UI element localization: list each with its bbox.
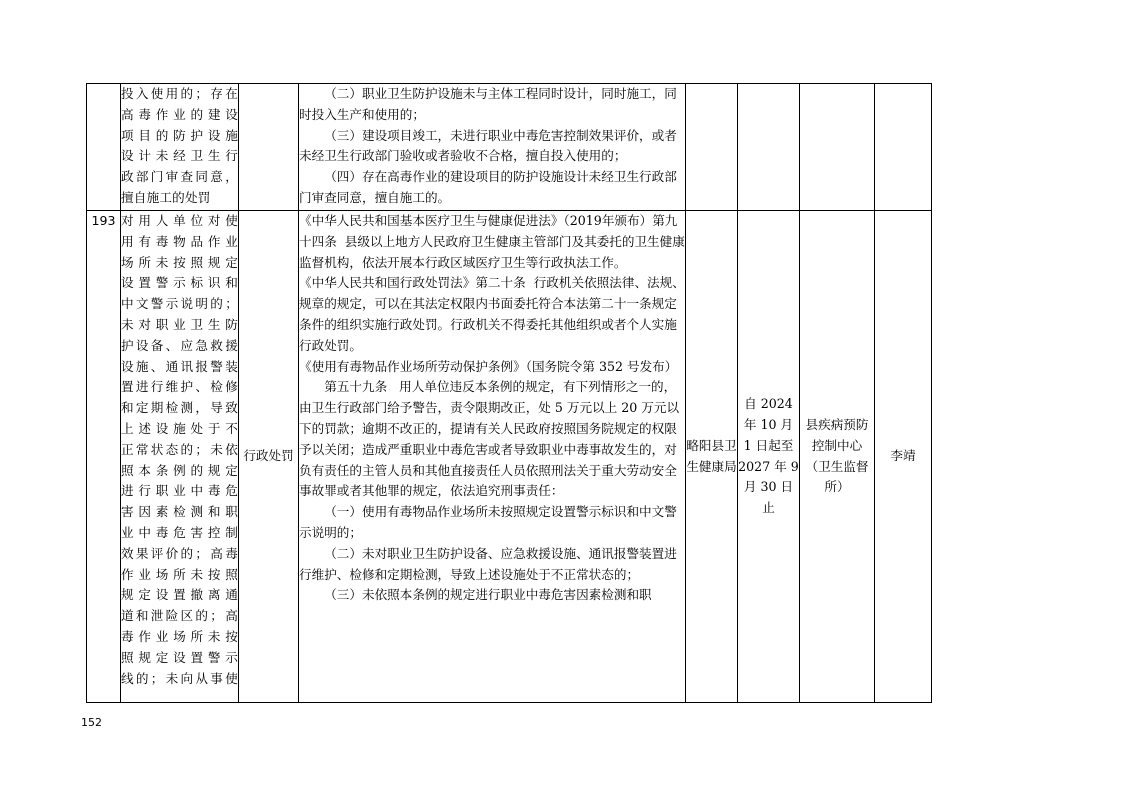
item-line: 未对职业卫生防: [121, 316, 238, 332]
basis-paragraph: （四）存在高毒作业的建设项目的防护设施设计未经卫生行政部门审查同意，擅自施工的。: [299, 169, 677, 205]
item-line: 场所未按照规定: [121, 254, 238, 270]
item-line: 毒作业场所未按: [121, 628, 238, 644]
item-line: 护设备、应急救援: [121, 337, 238, 353]
dept-cell: [686, 84, 738, 211]
item-line: 设计未经卫生行: [121, 148, 238, 164]
dept-cell: 略阳县卫生健康局: [686, 211, 738, 703]
item-line: 项目的防护设施: [121, 127, 238, 143]
person-cell: [875, 84, 932, 211]
basis-paragraph: 《中华人民共和国基本医疗卫生与健康促进法》（2019年颁布）第九十四条 县级以上地方人民政府卫生健康主管部门及其委托的卫生健康监督机构，依法开展本行政区域医疗卫生等行政执法工作。: [299, 213, 685, 270]
item-line: 投入使用的；存在: [121, 86, 238, 101]
item-line: 中文警示说明的；: [121, 296, 238, 312]
org-cell: 县疾病预防控制中心（卫生监督所）: [800, 211, 875, 703]
table-row: [87, 211, 932, 703]
item-line: 进行职业中毒危: [121, 483, 238, 499]
org-cell: [800, 84, 875, 211]
item-line: 和定期检测，导致: [121, 400, 238, 416]
delegation-table: [86, 83, 932, 703]
legal-basis: [299, 211, 686, 703]
item-line: 照规定设置警示: [121, 649, 238, 665]
basis-paragraph: 第五十九条 用人单位违反本条例的规定，有下列情形之一的，由卫生行政部门给予警告，责令限期改正，处 5 万元以上 20 万元以下的罚款；逾期不改正的，提请有关人民政府按照国务院规定的权限予以关闭；造成严重职业中毒危害或者导致职业中毒事故发生的，对负有责任的主管人员和其他直接责任人员依照刑法关于重大劳动安全事故罪或者其他罪的规定，依法追究刑事责任：: [299, 379, 680, 499]
basis-paragraph: （二）职业卫生防护设施未与主体工程同时设计，同时施工，同时投入生产和使用的；: [299, 86, 677, 122]
row-number: [87, 84, 121, 211]
item-line: 作业场所未按照: [121, 566, 238, 582]
basis-paragraph: （三）建设项目竣工，未进行职业中毒危害控制效果评价，或者未经卫生行政部门验收或者验收不合格，擅自投入使用的；: [299, 127, 677, 164]
basis-paragraph: （二）未对职业卫生防护设备、应急救援设施、通讯报警装置进行维护、检修和定期检测，导致上述设施处于不正常状态的；: [299, 545, 677, 582]
period-cell: [738, 84, 800, 211]
item-line: 照本条例的规定: [121, 462, 238, 478]
item-line: 上述设施处于不: [121, 420, 238, 436]
legal-basis: [299, 84, 686, 211]
table-row: [87, 84, 932, 211]
page-number: 152: [81, 716, 102, 729]
item-line: 政部门审查同意，: [121, 169, 238, 185]
category-cell: [239, 84, 299, 211]
category-cell: 行政处罚: [239, 211, 299, 703]
item-line: 设置警示标识和: [121, 275, 238, 291]
basis-paragraph: 《使用有毒物品作业场所劳动保护条例》（国务院令第 352 号发布）: [299, 358, 678, 374]
item-line: 置进行维护、检修: [121, 379, 238, 395]
period-cell: 自 2024 年 10 月 1 日起至 2027 年 9 月 30 日止: [738, 211, 800, 703]
item-line: 害因素检测和职: [121, 504, 238, 520]
item-line: 设施、通讯报警装: [121, 358, 238, 374]
basis-paragraph: （一）使用有毒物品作业场所未按照规定设置警示标识和中文警示说明的；: [299, 504, 677, 540]
item-line: 规定设置撤离通: [121, 587, 238, 603]
basis-paragraph: 《中华人民共和国行政处罚法》第二十条 行政机关依照法律、法规、规章的规定，可以在其法定权限内书面委托符合本法第二十一条规定条件的组织实施行政处罚。行政机关不得委托其他组织或者个人实施行政处罚。: [299, 275, 685, 353]
item-line: 业中毒危害控制: [121, 524, 238, 540]
item-line: 对用人单位对使: [121, 213, 238, 228]
item-line: 用有毒物品作业: [121, 233, 238, 249]
item-name: [121, 211, 239, 703]
item-line: 擅自施工的处罚: [121, 189, 211, 205]
item-line: 线的；未向从事使: [121, 670, 238, 686]
row-number: 193: [87, 211, 121, 703]
item-line: 正常状态的；未依: [121, 441, 238, 457]
item-line: 高毒作业的建设: [121, 106, 238, 122]
item-line: 道和泄险区的；高: [121, 608, 238, 624]
item-name: [121, 84, 239, 211]
person-cell: 李靖: [875, 211, 932, 703]
item-line: 效果评价的；高毒: [121, 545, 238, 561]
basis-paragraph: （三）未依照本条例的规定进行职业中毒危害因素检测和职: [324, 587, 652, 603]
